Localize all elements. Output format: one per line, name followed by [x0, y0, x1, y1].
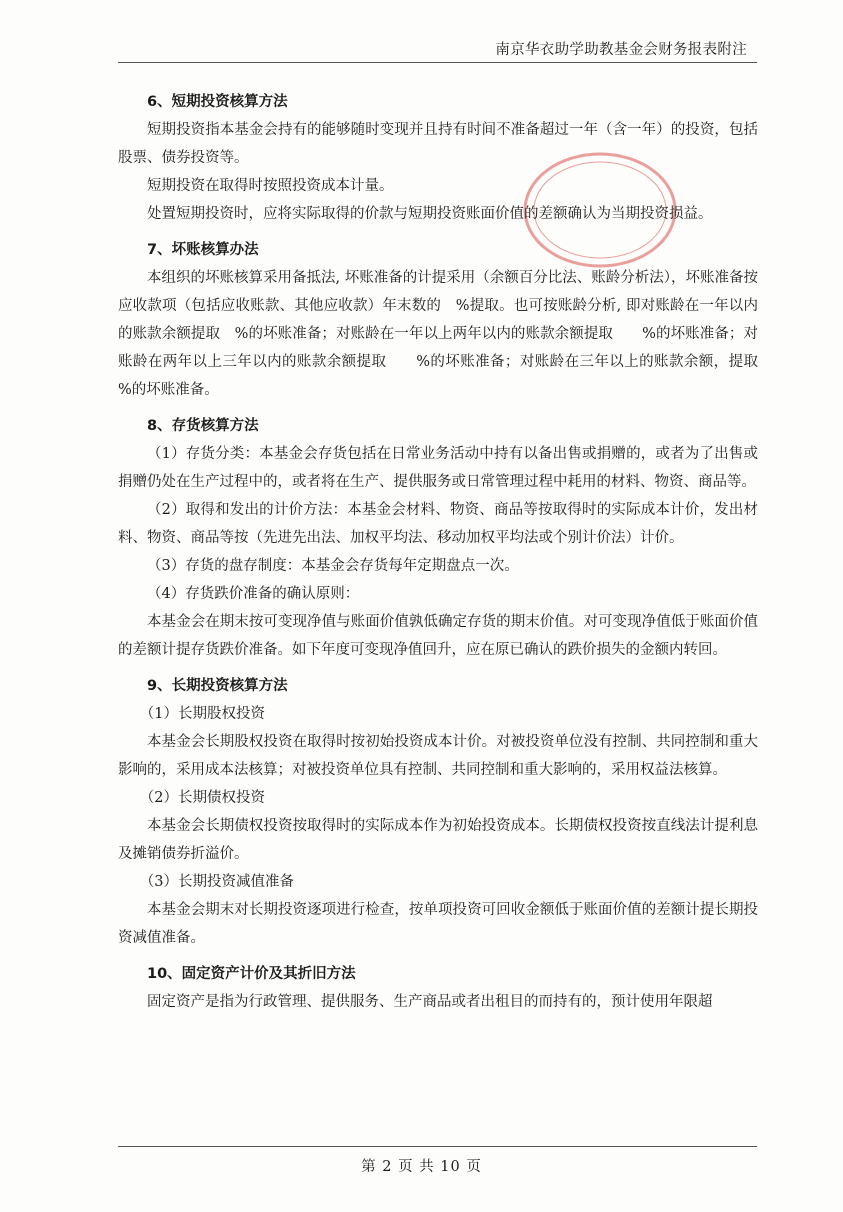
paragraph: （2）取得和发出的计价方法：本基金会材料、物资、商品等按取得时的实际成本计价，发出材料、物资、商品等按（先进先出法、加权平均法、移动加权平均法或个别计价法）计价。	[118, 502, 758, 546]
subheading: （3）长期投资减值准备	[139, 874, 294, 890]
page-number: 第 2 页 共 10 页	[361, 1159, 482, 1175]
document-header: 南京华衣助学助教基金会财务报表附注	[495, 42, 747, 58]
section-heading: 10、固定资产计价及其折旧方法	[147, 966, 356, 982]
paragraph: 固定资产是指为行政管理、提供服务、生产商品或者出租目的而持有的，预计使用年限超	[147, 994, 713, 1010]
paragraph: 短期投资指本基金会持有的能够随时变现并且持有时间不准备超过一年（含一年）的投资，包括股票、债券投资等。	[118, 122, 758, 166]
paragraph: 本基金会长期股权投资在取得时按初始投资成本计价。对被投资单位没有控制、共同控制和重大影响的，采用成本法核算；对被投资单位具有控制、共同控制和重大影响的，采用权益法核算。	[118, 734, 758, 778]
paragraph: （1）存货分类：本基金会存货包括在日常业务活动中持有以备出售或捐赠的，或者为了出售或捐赠仍处在生产过程中的，或者将在生产、提供服务或日常管理过程中耗用的材料、物资、商品等。	[118, 446, 758, 490]
footer-divider	[118, 1146, 757, 1147]
section-heading: 6、短期投资核算方法	[147, 94, 288, 110]
section-heading: 7、坏账核算办法	[147, 242, 259, 258]
document-body	[118, 80, 787, 1016]
section-heading: 8、存货核算方法	[147, 418, 259, 434]
paragraph: 短期投资在取得时按照投资成本计量。	[147, 178, 394, 194]
paragraph: （3）存货的盘存制度：本基金会存货每年定期盘点一次。	[147, 558, 519, 574]
header-divider	[118, 62, 757, 63]
paragraph: （4）存货跌价准备的确认原则：	[147, 586, 360, 602]
section-heading: 9、长期投资核算方法	[147, 678, 288, 694]
subheading: （2）长期债权投资	[139, 790, 265, 806]
paragraph: 本基金会期末对长期投资逐项进行检查，按单项投资可回收金额低于账面价值的差额计提长期投资减值准备。	[118, 902, 758, 946]
paragraph: 本基金会长期债权投资按取得时的实际成本作为初始投资成本。长期债权投资按直线法计提利息及摊销债券折溢价。	[118, 818, 758, 862]
paragraph: 本组织的坏账核算采用备抵法, 坏账准备的计提采用（余额百分比法、账龄分析法），坏账准备按应收款项（包括应收账款、其他应收款）年末数的 %提取。也可按账龄分析, 即对账龄在一年以内的账款余额提取 %的坏账准备；对账龄在一年以上两年以内的账款余额提取 %的坏账准备；对账龄在两年以上三年以内的账款余额提取 %的坏账准备；对账龄在三年以上的账款余额，提取 %的坏账准备。	[118, 270, 787, 398]
paragraph: 本基金会在期末按可变现净值与账面价值孰低确定存货的期末价值。对可变现净值低于账面价值的差额计提存货跌价准备。如下年度可变现净值回升，应在原已确认的跌价损失的金额内转回。	[118, 614, 758, 658]
paragraph: 处置短期投资时，应将实际取得的价款与短期投资账面价值的差额确认为当期投资损益。	[147, 206, 713, 222]
subheading: （1）长期股权投资	[139, 706, 265, 722]
